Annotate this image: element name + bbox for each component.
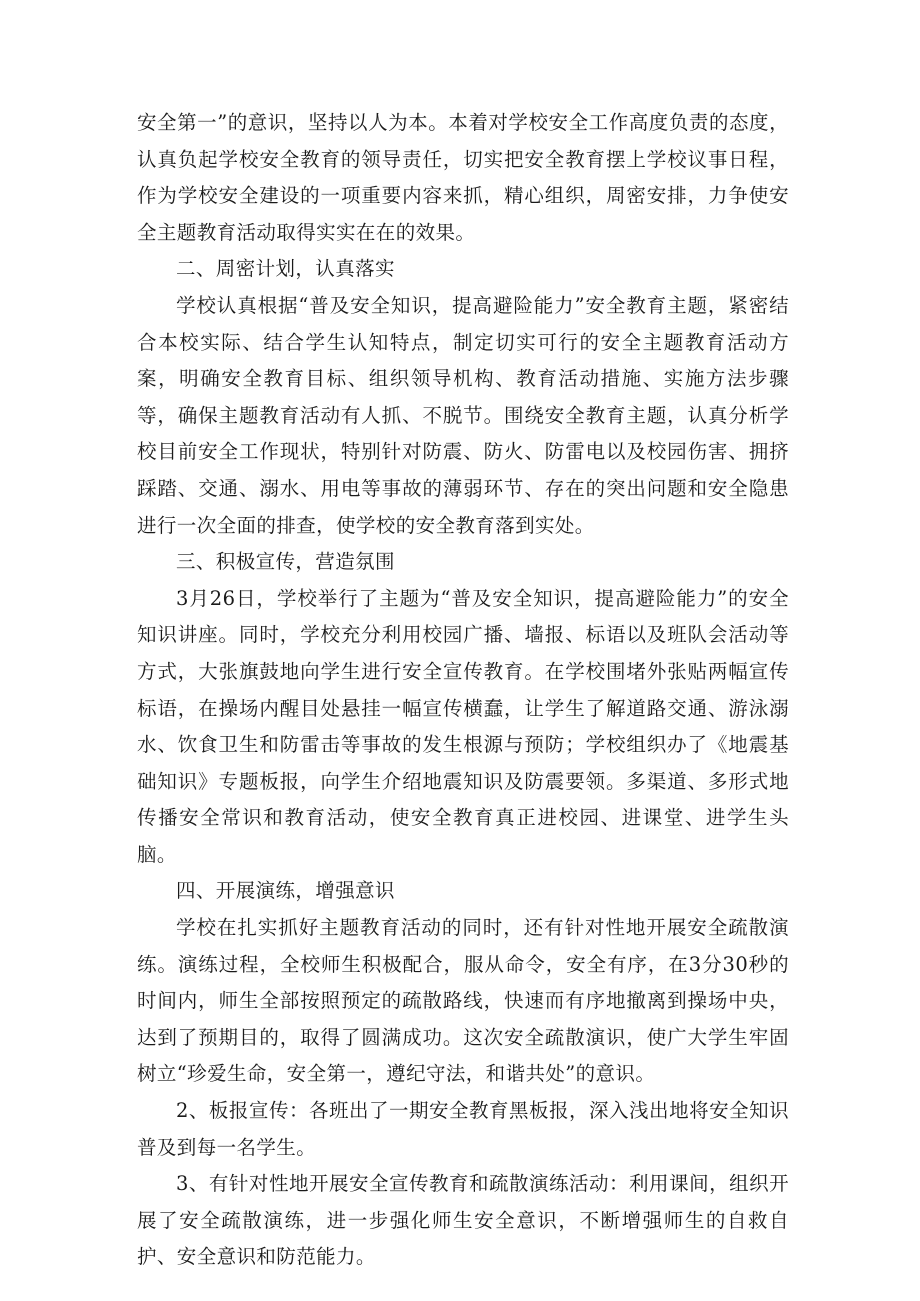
section-heading-2: 二、周密计划，认真落实	[176, 257, 395, 281]
paragraph-publicity: 3月26日，学校举行了主题为“普及安全知识，提高避险能力”的安全知识讲座。同时，学校充分利用校园广播、墙报、标语以及班队会活动等方式，大张旗鼓地向学生进行安全宣传教育。在学校围堵外张贴两幅宣传标语，在操场内醒目处悬挂一幅宣传横蠢，让学生了解道路交通、游泳溺水、饮食卫生和防雷击等事故的发生根源与预防；学校组织办了《地震基础知识》专题板报，向学生介绍地震知识及防震要领。多渠道、多形式地传播安全常识和教育活动，使安全教育真正进校园、进课堂、进学生头脑。	[137, 586, 789, 866]
paragraph-planning: 学校认真根据“普及安全知识，提高避险能力”安全教育主题，紧密结合本校实际、结合学生认知特点，制定切实可行的安全主题教育活动方案，明确安全教育目标、组织领导机构、教育活动措施、实施方法步骤等，确保主题教育活动有人抓、不脱节。围绕安全教育主题，认真分析学校目前安全工作现状，特别针对防震、防火、防雷电以及校园伤害、拥挤踩踏、交通、溺水、用电等事故的薄弱环节、存在的突出问题和安全隐患进行一次全面的排查，使学校的安全教育落到实处。	[137, 293, 789, 537]
paragraph-continuation: 安全第一”的意识，坚持以人为本。本着对学校安全工作高度负责的态度，认真负起学校安全教育的领导责任，切实把安全教育摆上学校议事日程，作为学校安全建设的一项重要内容来抓，精心组织，周密安排，力争使安全主题教育活动取得实实在在的效果。	[137, 111, 789, 244]
section-heading-4: 四、开展演练，增强意识	[176, 879, 395, 903]
section-heading-3: 三、积极宣传，营造氛围	[176, 550, 395, 574]
paragraph-blackboard: 2、板报宣传：各班出了一期安全教育黑板报，深入浅出地将安全知识普及到每一名学生。	[137, 1099, 789, 1159]
document-body	[137, 105, 789, 1276]
paragraph-evacuation: 3、有针对性地开展安全宣传教育和疏散演练活动：利用课间，组织开展了安全疏散演练，进一步强化师生安全意识，不断增强师生的自救自护、安全意识和防范能力。	[137, 1172, 789, 1269]
paragraph-drill: 学校在扎实抓好主题教育活动的同时，还有针对性地开展安全疏散演练。演练过程，全校师生积极配合，服从命令，安全有序，在3分30秒的时间内，师生全部按照预定的疏散路线，快速而有序地撤离到操场中央，达到了预期目的，取得了圆满成功。这次安全疏散演识，使广大学生牢固树立“珍爱生命，安全第一，遵纪守法，和谐共处”的意识。	[137, 916, 789, 1086]
